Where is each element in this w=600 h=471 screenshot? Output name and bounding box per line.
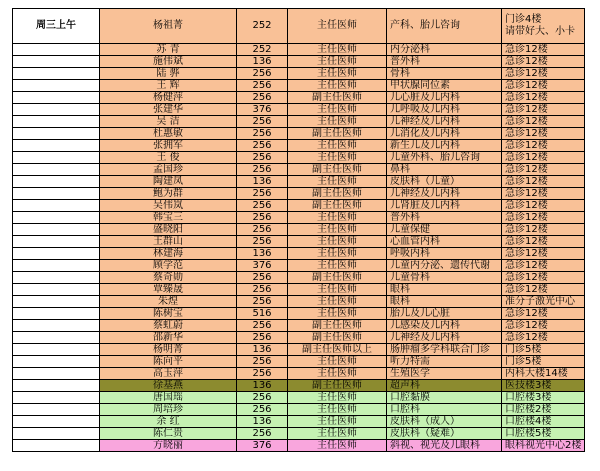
title-cell[interactable]: 主任医师 xyxy=(288,212,387,224)
title-cell[interactable]: 主任医师 xyxy=(288,428,387,440)
title-cell[interactable]: 副主任医师 xyxy=(288,332,387,344)
title-cell[interactable]: 主任医师 xyxy=(288,68,387,80)
doctor-name-cell[interactable]: 覃臻晟 xyxy=(100,284,237,296)
room-fee-cell[interactable]: 256 xyxy=(237,428,288,440)
doctor-name-cell[interactable]: 顾学范 xyxy=(100,260,237,272)
table-row xyxy=(13,128,585,140)
table-row xyxy=(13,176,585,188)
table-row-header xyxy=(13,9,585,44)
title-cell[interactable]: 主任医师 xyxy=(288,392,387,404)
table-row xyxy=(13,380,585,392)
day-cell[interactable] xyxy=(13,368,100,380)
room-fee-cell[interactable]: 256 xyxy=(237,356,288,368)
day-cell[interactable] xyxy=(13,392,100,404)
day-cell[interactable] xyxy=(13,260,100,272)
table-row xyxy=(13,272,585,284)
location-cell[interactable]: 内科大楼14楼 xyxy=(502,368,585,380)
department-cell[interactable]: 眼科 xyxy=(387,284,502,296)
day-cell[interactable] xyxy=(13,140,100,152)
department-cell[interactable]: 皮肤科（成人） xyxy=(387,416,502,428)
table-row xyxy=(13,440,585,452)
location-cell[interactable]: 急诊12楼 xyxy=(502,68,585,80)
day-cell[interactable] xyxy=(13,212,100,224)
room-fee-cell[interactable]: 256 xyxy=(237,212,288,224)
title-cell[interactable]: 主任医师 xyxy=(288,260,387,272)
location-cell[interactable]: 急诊12楼 xyxy=(502,224,585,236)
doctor-name-cell[interactable]: 蔡奇勋 xyxy=(100,272,237,284)
schedule-table xyxy=(12,8,585,452)
table-row xyxy=(13,428,585,440)
doctor-name-cell[interactable]: 盛晓阳 xyxy=(100,224,237,236)
table-row xyxy=(13,200,585,212)
doctor-name-cell[interactable]: 吴伟岚 xyxy=(100,200,237,212)
doctor-name-cell[interactable]: 蔡虹蔚 xyxy=(100,320,237,332)
table-row xyxy=(13,164,585,176)
title-cell[interactable]: 主任医师 xyxy=(288,116,387,128)
title-cell[interactable]: 主任医师 xyxy=(288,284,387,296)
doctor-name-cell[interactable]: 张拥军 xyxy=(100,140,237,152)
room-fee-cell[interactable]: 256 xyxy=(237,404,288,416)
day-cell[interactable] xyxy=(13,176,100,188)
location-cell[interactable]: 急诊12楼 xyxy=(502,236,585,248)
title-cell[interactable]: 主任医师 xyxy=(288,308,387,320)
day-cell[interactable] xyxy=(13,428,100,440)
location-cell[interactable]: 急诊12楼 xyxy=(502,116,585,128)
department-cell[interactable]: 心血管内科 xyxy=(387,236,502,248)
department-cell[interactable]: 呼吸内科 xyxy=(387,248,502,260)
title-cell[interactable]: 主任医师 xyxy=(288,224,387,236)
department-cell[interactable]: 儿肾脏及儿内科 xyxy=(387,200,502,212)
location-cell[interactable]: 急诊12楼 xyxy=(502,320,585,332)
department-cell[interactable]: 口腔黏膜 xyxy=(387,392,502,404)
doctor-name-cell[interactable]: 杜惠敏 xyxy=(100,128,237,140)
department-cell[interactable]: 儿神经及儿内科 xyxy=(387,116,502,128)
room-fee-cell[interactable]: 256 xyxy=(237,128,288,140)
department-cell[interactable]: 鼻科 xyxy=(387,164,502,176)
table-row xyxy=(13,356,585,368)
room-fee-cell[interactable]: 256 xyxy=(237,284,288,296)
day-cell[interactable] xyxy=(13,248,100,260)
title-cell[interactable]: 主任医师 xyxy=(288,356,387,368)
day-cell[interactable] xyxy=(13,440,100,452)
room-fee-cell[interactable]: 256 xyxy=(237,164,288,176)
title-cell[interactable]: 主任医师 xyxy=(288,296,387,308)
day-cell[interactable] xyxy=(13,284,100,296)
doctor-name-cell[interactable]: 邵新华 xyxy=(100,332,237,344)
room-fee-cell[interactable]: 256 xyxy=(237,80,288,92)
department-cell[interactable]: 新生儿及儿内科 xyxy=(387,140,502,152)
location-cell[interactable]: 眼科视光中心2楼 xyxy=(502,440,585,452)
department-cell[interactable]: 皮肤科（儿童） xyxy=(387,176,502,188)
table-row xyxy=(13,368,585,380)
location-line: 门诊4楼 xyxy=(505,14,542,25)
day-cell[interactable] xyxy=(13,236,100,248)
title-cell[interactable]: 主任医师 xyxy=(288,368,387,380)
title-cell[interactable]: 副主任医师 xyxy=(288,92,387,104)
room-fee-cell[interactable]: 252 xyxy=(237,9,288,44)
day-cell[interactable] xyxy=(13,380,100,392)
department-cell[interactable]: 儿神经及儿内科 xyxy=(387,188,502,200)
day-cell[interactable] xyxy=(13,92,100,104)
room-fee-cell[interactable]: 376 xyxy=(237,440,288,452)
doctor-name-cell[interactable]: 王群山 xyxy=(100,236,237,248)
doctor-name-cell[interactable]: 余 红 xyxy=(100,416,237,428)
location-cell[interactable]: 急诊12楼 xyxy=(502,188,585,200)
location-note: 请带好大、小卡 xyxy=(505,26,575,37)
department-cell[interactable]: 儿童外科、胎儿咨询 xyxy=(387,152,502,164)
department-cell[interactable]: 儿童内分泌、遗传代谢 xyxy=(387,260,502,272)
room-fee-cell[interactable]: 256 xyxy=(237,236,288,248)
room-fee-cell[interactable]: 516 xyxy=(237,308,288,320)
day-cell[interactable] xyxy=(13,104,100,116)
day-cell[interactable] xyxy=(13,344,100,356)
location-cell[interactable]: 急诊12楼 xyxy=(502,200,585,212)
schedule-table-body xyxy=(13,9,585,452)
table-row xyxy=(13,284,585,296)
title-cell[interactable]: 副主任医师 xyxy=(288,380,387,392)
table-row xyxy=(13,92,585,104)
doctor-name-cell[interactable]: 鲍为群 xyxy=(100,188,237,200)
table-row xyxy=(13,56,585,68)
day-cell[interactable] xyxy=(13,416,100,428)
title-cell[interactable]: 主任医师 xyxy=(288,80,387,92)
table-row xyxy=(13,236,585,248)
department-cell[interactable]: 儿童骨科 xyxy=(387,272,502,284)
location-cell[interactable]: 急诊12楼 xyxy=(502,272,585,284)
day-cell[interactable] xyxy=(13,80,100,92)
location-cell[interactable]: 准分子激光中心 xyxy=(502,296,585,308)
department-cell[interactable]: 儿童保健 xyxy=(387,224,502,236)
department-cell[interactable]: 普外科 xyxy=(387,56,502,68)
room-fee-cell[interactable]: 256 xyxy=(237,116,288,128)
location-cell[interactable]: 口腔楼3楼 xyxy=(502,392,585,404)
doctor-name-cell[interactable]: 王 辉 xyxy=(100,80,237,92)
day-cell[interactable] xyxy=(13,68,100,80)
location-cell[interactable]: 急诊12楼 xyxy=(502,332,585,344)
doctor-name-cell[interactable]: 韩宝三 xyxy=(100,212,237,224)
doctor-name-cell[interactable]: 孟国珍 xyxy=(100,164,237,176)
table-row xyxy=(13,344,585,356)
table-row xyxy=(13,248,585,260)
title-cell[interactable]: 副主任医师 xyxy=(288,320,387,332)
room-fee-cell[interactable]: 136 xyxy=(237,176,288,188)
schedule-sheet xyxy=(12,8,585,452)
doctor-name-cell[interactable]: 张建华 xyxy=(100,104,237,116)
room-fee-cell[interactable]: 376 xyxy=(237,104,288,116)
title-cell[interactable]: 主任医师 xyxy=(288,44,387,56)
location-cell[interactable] xyxy=(502,9,585,44)
department-cell[interactable]: 生殖医学 xyxy=(387,368,502,380)
title-cell[interactable]: 主任医师 xyxy=(288,152,387,164)
location-cell[interactable]: 急诊12楼 xyxy=(502,164,585,176)
location-cell[interactable]: 急诊12楼 xyxy=(502,248,585,260)
department-cell[interactable]: 听力特需 xyxy=(387,356,502,368)
room-fee-cell[interactable]: 136 xyxy=(237,344,288,356)
room-fee-cell[interactable]: 256 xyxy=(237,92,288,104)
room-fee-cell[interactable]: 136 xyxy=(237,380,288,392)
day-cell[interactable]: 周三上午 xyxy=(13,9,100,44)
table-row xyxy=(13,296,585,308)
doctor-name-cell[interactable]: 王 俊 xyxy=(100,152,237,164)
day-cell[interactable] xyxy=(13,200,100,212)
title-cell[interactable]: 主任医师 xyxy=(288,440,387,452)
doctor-name-cell[interactable]: 周培珍 xyxy=(100,404,237,416)
room-fee-cell[interactable]: 252 xyxy=(237,44,288,56)
day-cell[interactable] xyxy=(13,404,100,416)
day-cell[interactable] xyxy=(13,164,100,176)
doctor-name-cell[interactable]: 苏 青 xyxy=(100,44,237,56)
table-row xyxy=(13,104,585,116)
department-cell[interactable]: 眼科 xyxy=(387,296,502,308)
location-cell[interactable]: 门诊5楼 xyxy=(502,356,585,368)
department-cell[interactable]: 普外科 xyxy=(387,212,502,224)
room-fee-cell[interactable]: 256 xyxy=(237,200,288,212)
location-cell[interactable]: 急诊12楼 xyxy=(502,80,585,92)
day-cell[interactable] xyxy=(13,128,100,140)
location-cell[interactable]: 口腔楼5楼 xyxy=(502,428,585,440)
room-fee-cell[interactable]: 256 xyxy=(237,332,288,344)
room-fee-cell[interactable]: 256 xyxy=(237,152,288,164)
table-row xyxy=(13,116,585,128)
title-cell[interactable]: 主任医师 xyxy=(288,236,387,248)
table-row xyxy=(13,308,585,320)
doctor-name-cell[interactable]: 林建海 xyxy=(100,248,237,260)
location-cell[interactable]: 急诊12楼 xyxy=(502,128,585,140)
title-cell[interactable]: 副主任医师 xyxy=(288,200,387,212)
location-cell[interactable]: 急诊12楼 xyxy=(502,152,585,164)
location-cell[interactable]: 急诊12楼 xyxy=(502,176,585,188)
day-cell[interactable] xyxy=(13,56,100,68)
table-row xyxy=(13,392,585,404)
table-row xyxy=(13,416,585,428)
room-fee-cell[interactable]: 256 xyxy=(237,68,288,80)
room-fee-cell[interactable]: 256 xyxy=(237,296,288,308)
title-cell[interactable]: 主任医师 xyxy=(288,56,387,68)
department-cell[interactable]: 甲状腺同位素 xyxy=(387,80,502,92)
room-fee-cell[interactable]: 256 xyxy=(237,392,288,404)
table-row xyxy=(13,152,585,164)
title-cell[interactable]: 副主任医师 xyxy=(288,128,387,140)
table-row xyxy=(13,260,585,272)
department-cell[interactable]: 胎儿及儿心脏 xyxy=(387,308,502,320)
day-cell[interactable] xyxy=(13,296,100,308)
department-cell[interactable]: 口腔科 xyxy=(387,404,502,416)
doctor-name-cell[interactable]: 吴 洁 xyxy=(100,116,237,128)
doctor-name-cell[interactable]: 陶建凤 xyxy=(100,176,237,188)
room-fee-cell[interactable]: 256 xyxy=(237,368,288,380)
room-fee-cell[interactable]: 376 xyxy=(237,260,288,272)
doctor-name-cell[interactable]: 陈向平 xyxy=(100,356,237,368)
department-cell[interactable]: 产科、胎儿咨询 xyxy=(387,9,502,44)
location-cell[interactable]: 口腔楼2楼 xyxy=(502,404,585,416)
day-cell[interactable] xyxy=(13,356,100,368)
title-cell[interactable]: 主任医师 xyxy=(288,9,387,44)
department-cell[interactable]: 肠肿瘤多学科联合门诊 xyxy=(387,344,502,356)
location-cell[interactable]: 门诊5楼 xyxy=(502,344,585,356)
title-cell[interactable]: 主任医师 xyxy=(288,404,387,416)
title-cell[interactable]: 主任医师 xyxy=(288,176,387,188)
title-cell[interactable]: 主任医师 xyxy=(288,140,387,152)
location-cell[interactable]: 急诊12楼 xyxy=(502,44,585,56)
doctor-name-cell[interactable]: 方晓丽 xyxy=(100,440,237,452)
location-cell[interactable]: 医技楼3楼 xyxy=(502,380,585,392)
day-cell[interactable] xyxy=(13,308,100,320)
location-cell[interactable]: 急诊12楼 xyxy=(502,140,585,152)
title-cell[interactable]: 副主任医师以上 xyxy=(288,344,387,356)
doctor-name-cell[interactable]: 朱煌 xyxy=(100,296,237,308)
doctor-name-cell[interactable]: 高玉萍 xyxy=(100,368,237,380)
table-row xyxy=(13,224,585,236)
room-fee-cell[interactable]: 256 xyxy=(237,140,288,152)
department-cell[interactable]: 儿神经及儿内科 xyxy=(387,332,502,344)
department-cell[interactable]: 儿消化及儿内科 xyxy=(387,128,502,140)
table-row xyxy=(13,332,585,344)
table-row xyxy=(13,188,585,200)
title-cell[interactable]: 主任医师 xyxy=(288,248,387,260)
doctor-name-cell[interactable]: 陆 骅 xyxy=(100,68,237,80)
department-cell[interactable]: 超声科 xyxy=(387,380,502,392)
room-fee-cell[interactable]: 136 xyxy=(237,56,288,68)
table-row xyxy=(13,140,585,152)
day-cell[interactable] xyxy=(13,116,100,128)
location-cell[interactable]: 急诊12楼 xyxy=(502,308,585,320)
department-cell[interactable]: 儿心脏及儿内科 xyxy=(387,92,502,104)
doctor-name-cell[interactable]: 杨健萍 xyxy=(100,92,237,104)
title-cell[interactable]: 副主任医师 xyxy=(288,188,387,200)
department-cell[interactable]: 内分泌科 xyxy=(387,44,502,56)
room-fee-cell[interactable]: 256 xyxy=(237,320,288,332)
table-row xyxy=(13,80,585,92)
title-cell[interactable]: 副主任医师 xyxy=(288,164,387,176)
room-fee-cell[interactable]: 256 xyxy=(237,224,288,236)
doctor-name-cell[interactable]: 杨明菁 xyxy=(100,344,237,356)
doctor-name-cell[interactable]: 施伟斌 xyxy=(100,56,237,68)
location-cell[interactable]: 口腔楼4楼 xyxy=(502,416,585,428)
doctor-name-cell[interactable]: 徐基燕 xyxy=(100,380,237,392)
day-cell[interactable] xyxy=(13,188,100,200)
table-row xyxy=(13,212,585,224)
day-cell[interactable] xyxy=(13,320,100,332)
department-cell[interactable]: 皮肤科（疑难） xyxy=(387,428,502,440)
table-row xyxy=(13,44,585,56)
doctor-name-cell[interactable]: 杨祖菁 xyxy=(100,9,237,44)
title-cell[interactable]: 主任医师 xyxy=(288,104,387,116)
location-cell[interactable]: 急诊12楼 xyxy=(502,284,585,296)
doctor-name-cell[interactable]: 陈树宝 xyxy=(100,308,237,320)
department-cell[interactable]: 儿呼吸及儿内科 xyxy=(387,104,502,116)
table-row xyxy=(13,320,585,332)
doctor-name-cell[interactable]: 唐国瑶 xyxy=(100,392,237,404)
department-cell[interactable]: 斜视、视光及儿眼科 xyxy=(387,440,502,452)
day-cell[interactable] xyxy=(13,224,100,236)
day-cell[interactable] xyxy=(13,152,100,164)
table-row xyxy=(13,404,585,416)
room-fee-cell[interactable]: 136 xyxy=(237,248,288,260)
day-cell[interactable] xyxy=(13,332,100,344)
department-cell[interactable]: 儿感染及儿内科 xyxy=(387,320,502,332)
title-cell[interactable]: 副主任医师 xyxy=(288,272,387,284)
department-cell[interactable]: 骨科 xyxy=(387,68,502,80)
location-cell[interactable]: 急诊12楼 xyxy=(502,212,585,224)
location-cell[interactable]: 急诊12楼 xyxy=(502,104,585,116)
table-row xyxy=(13,68,585,80)
room-fee-cell[interactable]: 256 xyxy=(237,272,288,284)
location-cell[interactable]: 急诊12楼 xyxy=(502,260,585,272)
room-fee-cell[interactable]: 256 xyxy=(237,188,288,200)
title-cell[interactable]: 主任医师 xyxy=(288,416,387,428)
location-cell[interactable]: 急诊12楼 xyxy=(502,56,585,68)
location-cell[interactable]: 急诊12楼 xyxy=(502,92,585,104)
day-cell[interactable] xyxy=(13,44,100,56)
room-fee-cell[interactable]: 136 xyxy=(237,416,288,428)
day-cell[interactable] xyxy=(13,272,100,284)
doctor-name-cell[interactable]: 陈仁贵 xyxy=(100,428,237,440)
